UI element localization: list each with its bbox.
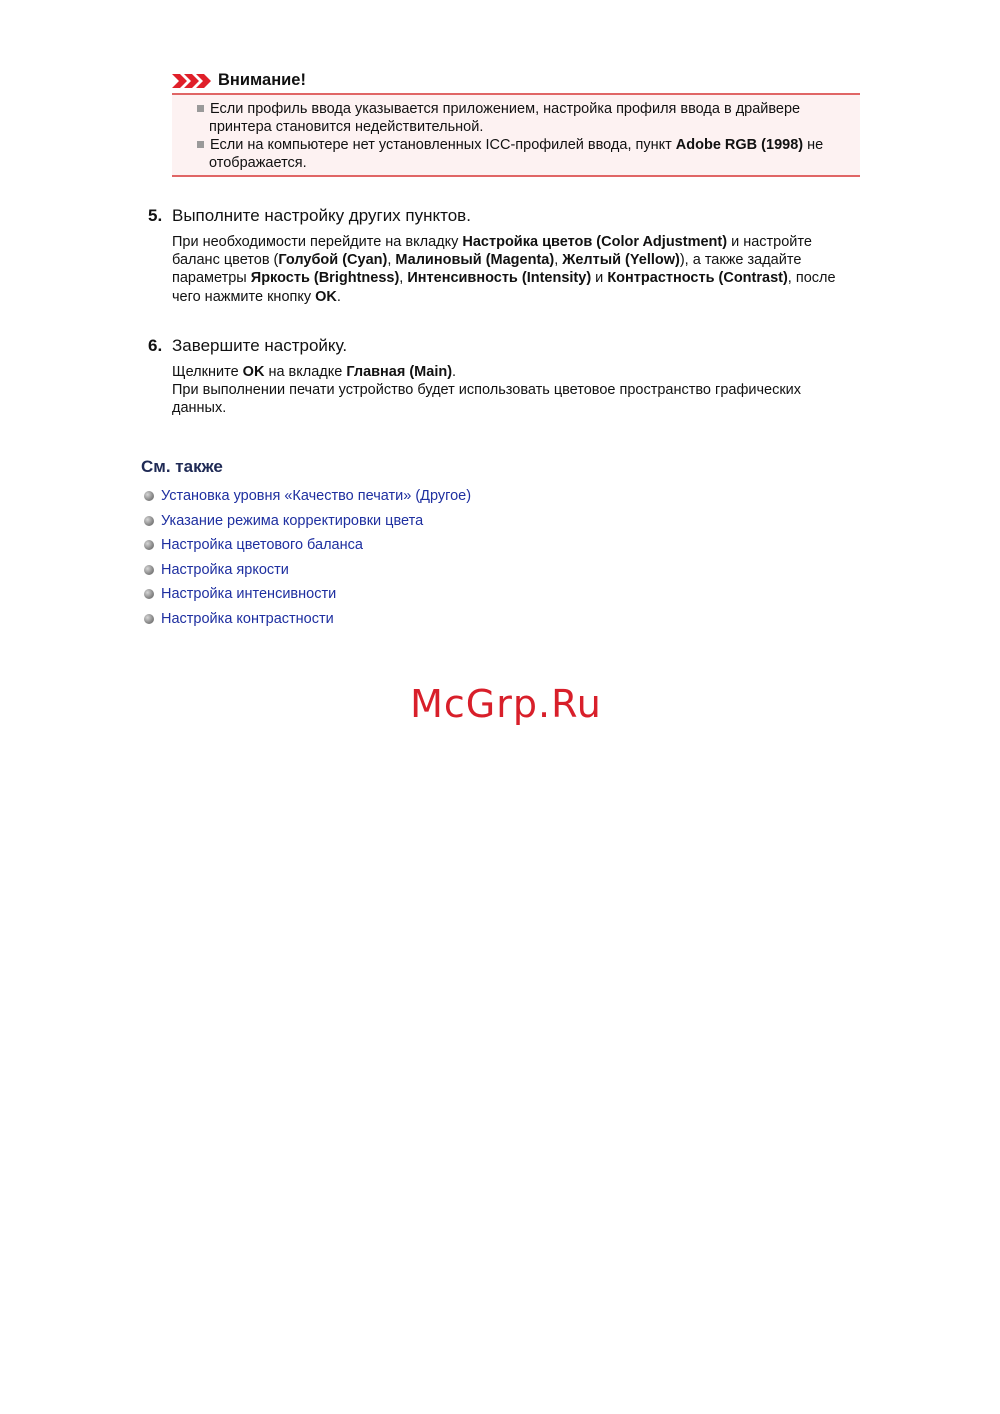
step-line [172,363,848,381]
bold-term: Настройка цветов (Color Adjustment) [462,234,728,250]
step-heading [148,205,848,227]
see-also-link[interactable] [144,484,471,509]
text: Щелкните [172,364,243,380]
bullet-dot-icon [144,565,154,575]
caution-item [197,100,852,136]
see-also-heading: См. также [141,457,223,476]
text: При необходимости перейдите на вкладку [172,234,463,250]
see-also-links [144,484,471,631]
text: и настройте баланс цветов ( [172,234,812,269]
text: , [399,270,408,287]
see-also-link[interactable] [144,509,471,534]
caution-item-text: Если на компьютере нет установленных ICC-профилей ввода, пункт [210,137,676,153]
caution-item-text: не отображается. [209,137,824,171]
bullet-dot-icon [144,540,154,550]
text: . [336,288,341,305]
bullet-dot-icon [144,491,154,501]
step-body [172,363,848,418]
link-label: Настройка цветового баланса [161,537,363,554]
step-number: 5. [148,206,163,225]
step-line: При выполнении печати устройство будет использовать цветовое пространство графических данных. [172,382,802,417]
bold-term: Контрастность (Contrast) [607,270,788,287]
bullet-dot-icon [144,516,154,526]
see-also-link[interactable] [144,582,471,607]
caution-item [197,136,852,172]
step-6 [148,335,848,418]
bold-term: Интенсивность (Intensity) [407,270,592,287]
bold-term: Яркость (Brightness) [250,270,400,287]
see-also-link[interactable] [144,558,471,583]
bold-term: Голубой (Cyan) [278,252,388,269]
square-bullet-icon [197,141,204,148]
bullet-dot-icon [144,614,154,624]
step-body [172,233,848,306]
text: , после чего нажмите кнопку [172,270,836,305]
watermark: McGrp.Ru [410,682,602,726]
caution-box [172,93,860,177]
link-label: Настройка яркости [161,561,289,578]
caution-title: Внимание! [218,71,306,89]
step-heading [148,335,848,357]
link-label: Настройка интенсивности [161,586,337,603]
link-label: Указание режима корректировки цвета [161,512,424,529]
step-number: 6. [148,336,163,355]
see-also-link[interactable] [144,607,471,632]
caution-heading [172,71,306,90]
see-also-link[interactable] [144,533,471,558]
text: и [591,270,608,287]
bullet-dot-icon [144,589,154,599]
caution-chevrons-icon [172,72,212,90]
bold-term: OK [315,288,337,305]
caution-item-bold: Adobe RGB (1998) [675,137,804,153]
text: . [452,364,457,380]
link-label: Установка уровня «Качество печати» (Другое) [161,488,472,505]
text: , [554,252,563,269]
step-title: Выполните настройку других пунктов. [172,206,471,225]
text: ), а также задайте параметры [172,252,802,287]
text: , [387,252,396,269]
bold-term: OK [242,364,265,380]
caution-item-text: Если профиль ввода указывается приложением, настройка профиля ввода в драйвере принтера становится недействительной. [209,101,801,135]
link-label: Настройка контрастности [161,610,334,627]
bold-term: Желтый (Yellow) [562,252,680,269]
step-title: Завершите настройку. [172,336,348,355]
step-5 [148,205,848,306]
bold-term: Малиновый (Magenta) [395,252,555,269]
text: на вкладке [264,364,347,380]
square-bullet-icon [197,105,204,112]
bold-term: Главная (Main) [346,364,453,380]
